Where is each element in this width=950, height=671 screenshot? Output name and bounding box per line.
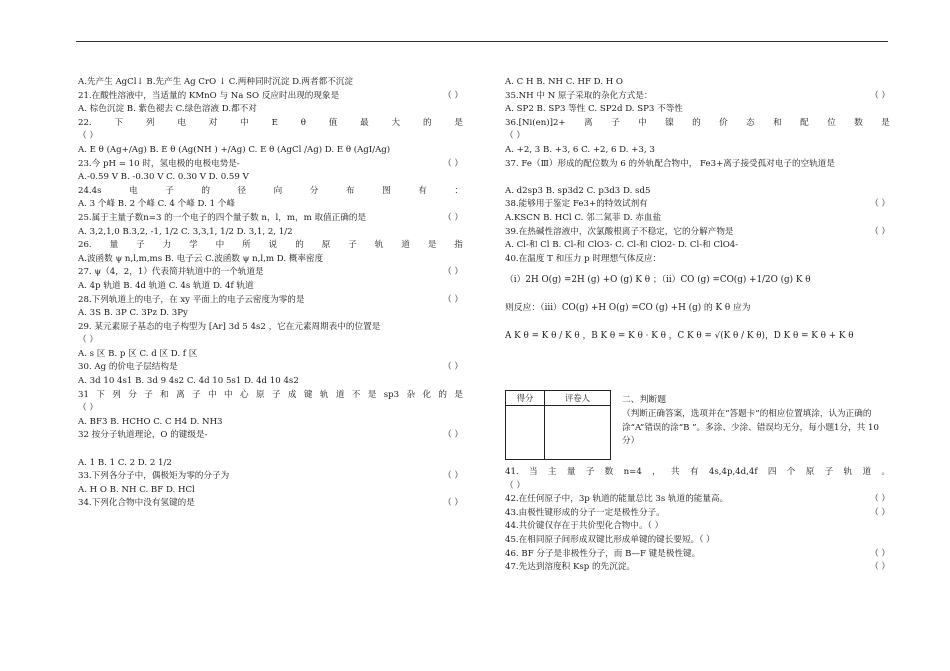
answer-parentheses: （ ） [443,158,463,169]
spread-word: 4s,4p,4d,4f [708,467,758,477]
line-text: 33.下列各分子中，偶极矩为零的分子为 [78,471,230,482]
left_column-line [78,144,463,158]
line-text: 46. BF 分子是非极性分子，而 B—F 键是极性键。 [505,548,701,559]
spread-word: 22. [78,117,92,128]
line-text: A. s 区 B. p 区 C. d 区 D. f 区 [78,348,198,359]
spread-word: 成 [287,389,297,400]
spread-word: 子 [824,467,834,477]
judgement-questions [505,466,890,575]
spread-word: 数 [854,117,863,128]
spread-word: 量 [566,467,576,477]
left_column-line [78,76,463,90]
line-text: A.先产生 AgCl↓ B.先产生 Ag CrO ↓ C.两种同时沉淀 D.两者都不沉淀 [78,77,353,87]
answer-parentheses: （ ） [870,507,890,518]
spread-word: 原 [805,467,815,477]
left_column-line [78,484,463,498]
equation-reactions: （ⅰ）2H O(g) =2H (g) +O (g) K θ ；（ⅱ）CO (g) =CO(g) +1/2O (g) K θ [505,275,811,286]
left_column-line [78,348,463,362]
left_column-line [78,334,463,348]
spread-word: 中 [240,117,249,128]
spread-word: 镍 [665,117,674,128]
left_column-line [78,321,463,335]
line-text: A. 3d 10 4s1 B. 3d 9 4s2 C. 4d 10 5s1 D. 4d 10 4s2 [78,376,299,387]
answer-parentheses: （ ） [870,562,890,573]
spread-word: 心 [240,389,249,400]
spread-word: 的 [692,117,701,128]
right_column-line [505,185,890,199]
spread-word: 主 [547,467,557,477]
spread-word: 所 [242,240,251,251]
answer-parentheses: （ ） [443,471,463,482]
spread-word: sp3 [383,389,400,400]
answer-parentheses: （ ） [870,226,890,237]
line-text: （ ） [78,335,98,346]
spread-word: 轨 [843,467,853,477]
spread-word: 中 [215,240,225,251]
line-text: 44.共价键仅存在于共价型化合物中。（ ） [505,521,664,532]
judge-line [505,534,890,548]
spread-word: 配 [800,117,809,128]
spread-word: 36.[Ni(en)]2+ [505,117,566,128]
spread-word: 中 [638,117,647,128]
line-text: A. 3 个峰 B. 2 个峰 C. 4 个峰 D. 1 个峰 [78,199,235,210]
left_column-line [78,239,463,253]
left_column-line [78,416,463,430]
spread-word: 不 [351,389,361,400]
left-question-column [78,76,463,511]
spread-word: 量 [109,240,119,251]
right_column-line [505,158,890,172]
spread-word: 道 [401,240,410,251]
spread-word: 值 [328,117,338,128]
left_column-line [78,185,463,199]
right_column-line [505,117,890,131]
spread-word: 最 [360,117,369,128]
answer-parentheses: （ ） [870,494,890,505]
spread-word: 电 [129,185,138,196]
spread-word: 子 [348,240,357,251]
spread-word: 41. [505,467,519,477]
spread-word: 26. [78,240,92,251]
spread-word: 向 [273,185,283,196]
spread-word: 的 [422,117,432,128]
line-text: 37. Fe（Ⅲ）形成的配位数为 6 的外轨配合物中， Fe3+离子接受孤对电子的空轨道是 [505,158,835,169]
right_column-line [505,144,890,158]
left_column-line [78,117,463,131]
right_column-line [505,253,890,267]
line-text: 35.NH 中 N 原子采取的杂化方式是： [505,90,653,101]
line-text: A. 3S B. 3P C. 3Pz D. 3Py [78,308,188,319]
spread-word: 有 [689,467,699,477]
answer-parentheses: （ ） [443,267,463,278]
spread-word: 道 [862,467,872,477]
right-question-lines [505,76,890,266]
spread-word: 和 [773,117,782,128]
spread-word: θ [300,117,306,128]
line-text: A.KSCN B. HCl C. 邻二氮菲 D. 赤血盐 [505,212,662,223]
spread-word: 是 [367,389,377,400]
judge-line [505,561,890,575]
line-text: 28.下列轨道上的电子，在 xy 平面上的电子云密度为零的是 [78,294,305,305]
left_column-line [78,103,463,117]
equation-question: 则反应：（ⅲ）CO(g) +H O(g) =CO (g) +H (g) 的 K θ 应为 [505,303,751,314]
line-text: 42.在任何原子中，3p 轨道的能量总比 3s 轨道的能量高。 [505,494,729,505]
line-text: 23.今 pH = 10 时，氢电极的电极电势是- [78,158,240,169]
spread-word: 下 [96,389,105,400]
line-text: A. SP2 B. SP3 等性 C. SP2d D. SP3 不等性 [505,104,683,115]
grader-label: 评卷人 [564,393,591,403]
answer-parentheses: （ ） [870,90,890,101]
spread-word: 电 [177,117,186,128]
spread-word: 子 [144,389,153,400]
spread-word: 杂 [406,389,416,400]
spread-word: ， [652,467,661,477]
spread-word: 轨 [319,389,329,400]
spread-word: n=4 [623,467,642,477]
left_column-line [78,389,463,403]
right_column-line [505,239,890,253]
spread-word: 原 [321,240,331,251]
spread-word: ： [454,185,463,196]
spread-word: 力 [162,240,172,251]
line-text: A.波函数 ψ n,l,m,ms B. 电子云 C.波函数 ψ n,l,m D. 概率密度 [78,253,324,264]
left_column-line [78,375,463,389]
spread-word: 31 [78,389,89,400]
right_column-line [505,103,890,117]
line-text: 30. Ag 的价电子层结构是 [78,362,178,373]
line-text: 43.由极性键形成的分子一定是极性分子。 [505,507,665,518]
right_column-line [505,90,890,104]
right_column-line [505,76,890,90]
line-text: （ ） [505,131,525,142]
spread-word: 学 [189,240,198,251]
spread-word: 中 [224,389,233,400]
score-box [505,390,611,460]
spread-word: 布 [345,185,355,196]
judge-line [505,480,890,494]
section-title: 二、判断题 [622,395,666,405]
answer-parentheses: （ ） [870,548,890,559]
judge-line [505,507,890,521]
spread-word: 是 [454,389,463,400]
right_column-line [505,212,890,226]
left_column-line [78,429,463,443]
equation-options: A K θ = K θ / K θ ，B K θ = K θ · K θ ，C K θ = √(K θ / K θ)，D K θ = K θ + K θ [505,331,854,342]
spread-word: 列 [112,389,121,400]
spread-word: 子 [611,117,620,128]
spread-word: 的 [201,185,210,196]
right_column-line [505,198,890,212]
right-question-column [505,76,890,346]
left_column-line [78,90,463,104]
line-text: 39.在热碱性溶液中，次氯酸根离子不稳定，它的分解产物是 [505,226,734,237]
judge-line [505,493,890,507]
spread-word: 离 [584,117,593,128]
line-text: A. C H B. NH C. HF D. H O [505,77,623,87]
top-rule [76,41,888,42]
right_column-line [505,226,890,240]
left_column-line [78,226,463,240]
line-text: A. BF3 B. HCHO C. C H4 D. NH3 [78,416,223,427]
line-text: A. 3,2,1,0 B.3,2, -1, 1/2 C. 3,3,1, 1/2 D. 3,1, 2, 1/2 [78,226,293,237]
spread-word: 图 [382,185,391,196]
line-text: 27. ψ（4，2，1）代表简并轨道中的一个轨道是 [78,267,264,278]
line-text: 40.在温度 T 和压力 p 时理想气体反应： [505,253,662,264]
answer-parentheses: （ ） [443,362,463,373]
line-text: A. 1 B. 1 C. 2 D. 2 1/2 [78,457,172,468]
spread-word: 对 [208,117,218,128]
spread-word: 轨 [374,240,384,251]
line-text: 34.下列化合物中没有氢键的是 [78,498,195,509]
left_column-line [78,130,463,144]
spread-word: 四 [767,467,777,477]
left_column-line [78,294,463,308]
line-text: （ ） [505,480,525,491]
answer-parentheses: （ ） [443,294,463,305]
spread-word: 子 [165,185,174,196]
left_column-line [78,497,463,511]
right_column-line [505,130,890,144]
line-text: 45.在相同原子间形成双键比形成单键的键长要短。（ ） [505,534,715,545]
line-text: 25.属于主量子数n=3 的一个电子的四个量子数 n，l，m，m 取值正确的是 [78,212,367,223]
line-text: （ ） [78,131,98,142]
judge-line [505,548,890,562]
line-text: 47.先达到溶度积 Ksp 的先沉淀。 [505,562,635,573]
left_column-line [78,253,463,267]
spread-word: 道 [335,389,345,400]
line-text: A. 棕色沉淀 B. 紫色褪去 C.绿色溶液 D.都不对 [78,104,257,115]
spread-word: 中 [208,389,217,400]
section-instructions: （判断正确答案，选项并在“答题卡”的相应位置填涂，认为正确的涂“A”错误的涂“B ”。多涂、少涂、错误均无分，每小题1分，共 10分） [622,409,879,447]
line-text: A.-0.59 V B. -0.30 V C. 0.30 V D. 0.59 V [78,172,249,183]
spread-word: 共 [671,467,680,477]
spread-word: 个 [786,467,796,477]
line-text: A. d2sp3 B. sp3d2 C. p3d3 D. sd5 [505,185,651,196]
spread-word: 分 [309,185,319,196]
left_column-line [78,266,463,280]
spread-word: 子 [136,240,145,251]
spread-word: 原 [255,389,265,400]
left_column-line [78,470,463,484]
left_column-line [78,171,463,185]
line-text: A. +2, 3 B. +3, 6 C. +2, 6 D. +3, 3 [505,144,655,155]
spread-word: 。 [881,467,890,477]
spread-word: 说 [268,240,278,251]
spread-word: 数 [604,467,614,477]
spread-word: 子 [192,389,201,400]
spread-word: 的 [295,240,304,251]
spread-word: 径 [237,185,247,196]
answer-parentheses: （ ） [870,199,890,210]
spread-word: E [271,117,278,128]
score-label: 得分 [506,391,545,405]
left_column-line [78,443,463,457]
left_column-line [78,198,463,212]
left_column-line [78,307,463,321]
answer-parentheses: （ ） [443,212,463,223]
spread-word: 是 [427,240,437,251]
left_column-line [78,361,463,375]
line-text: （ ） [78,403,98,414]
spread-word: 态 [746,117,755,128]
spread-word: 键 [303,389,313,400]
spread-word: 是 [881,117,890,128]
spread-word: 子 [585,467,595,477]
left_column-line [78,280,463,294]
spread-word: 有 [418,185,427,196]
spread-word: 24.4s [78,185,102,196]
spread-word: 分 [128,389,137,400]
line-text: 21.在酸性溶液中，当适量的 KMnO 与 Na SO 反应时出现的现象是 [78,90,340,101]
spread-word: 指 [454,240,463,251]
left_column-line [78,457,463,471]
spread-word: 列 [145,117,155,128]
line-text: A. 4p 轨道 B. 4d 轨道 C. 4s 轨道 D. 4f 轨道 [78,280,254,291]
spread-word: 下 [114,117,124,128]
left_column-line [78,402,463,416]
spread-word: 和 [160,389,169,400]
line-text: 29. 某元素原子基态的电子构型为 [Ar] 3d 5 4s2 ，它在元素周期表中的位置是 [78,321,381,332]
answer-parentheses: （ ） [443,430,463,441]
spread-word: 当 [528,467,538,477]
right_column-line [505,171,890,185]
spread-word: 子 [271,389,281,400]
line-text: 38.能够用于鉴定 Fe3+的特效试剂有 [505,199,648,210]
line-text: 32 按分子轨道理论，O 的键级是- [78,430,208,441]
judge-line [505,520,890,534]
left_column-line [78,212,463,226]
line-text: A. E θ (Ag+/Ag) B. E θ (Ag(NH ) +/Ag) C. E θ (AgCl /Ag) D. E θ (AgI/Ag) [78,144,391,155]
left_column-line [78,158,463,172]
spread-word: 位 [827,117,836,128]
spread-word: 的 [438,389,448,400]
spread-word: 离 [176,389,185,400]
spread-word: 化 [422,389,432,400]
answer-parentheses: （ ） [443,90,463,101]
spread-word: 大 [391,117,401,128]
judge-line [505,466,890,480]
spread-word: 是 [454,117,463,128]
spread-word: 价 [719,117,728,128]
line-text: A. Cl-和 Cl B. Cl-和 ClO3- C. Cl-和 ClO2- D. Cl-和 ClO4- [505,240,739,251]
answer-parentheses: （ ） [443,498,463,509]
line-text: A. H O B. NH C. BF D. HCl [78,484,195,495]
